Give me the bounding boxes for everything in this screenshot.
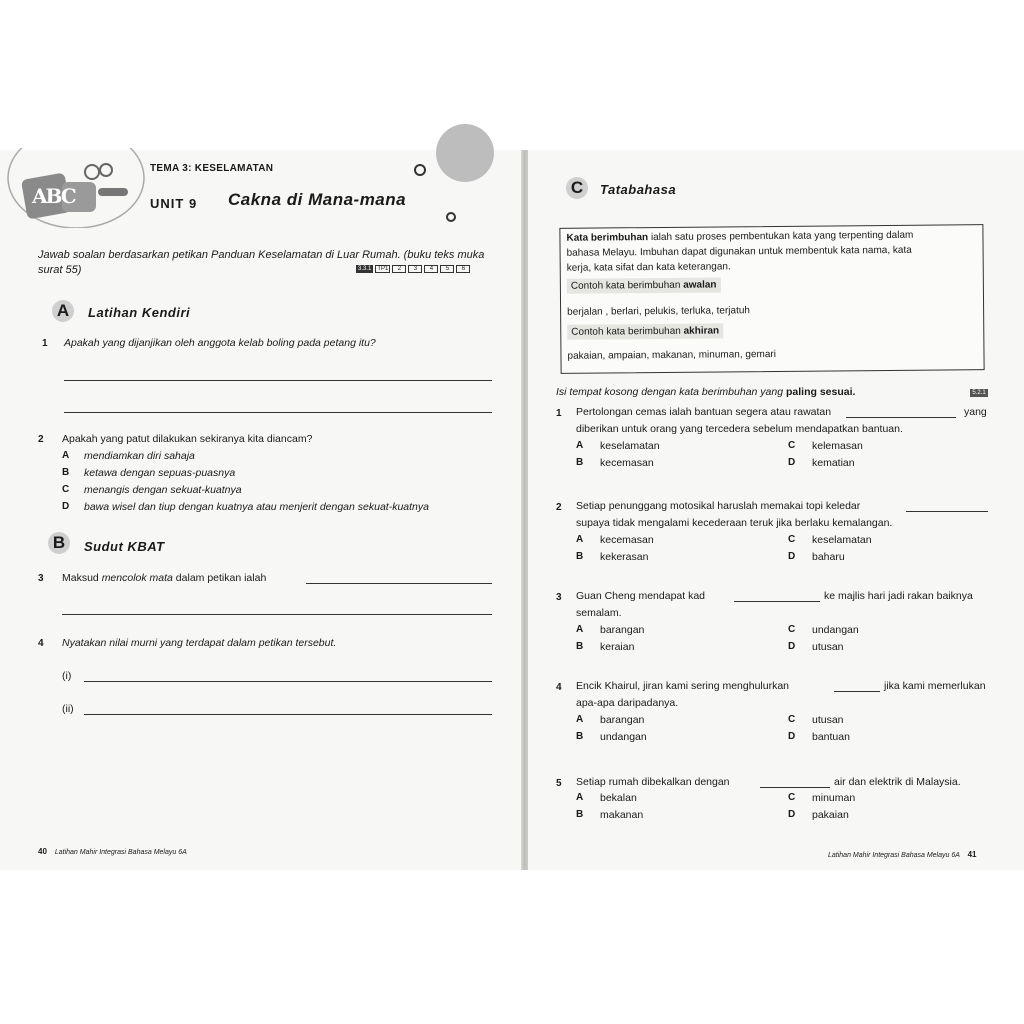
tp-level: 5 bbox=[440, 265, 454, 273]
question-line1-end: air dan elektrik di Malaysia. bbox=[834, 776, 961, 788]
option-letter: A bbox=[576, 440, 584, 451]
tp-level: 4 bbox=[424, 265, 438, 273]
question-line1: Setiap rumah dibekalkan dengan bbox=[576, 776, 730, 788]
footer-right bbox=[828, 850, 977, 859]
question-line1-end: ke majlis hari jadi rakan baiknya bbox=[824, 590, 973, 602]
akhiran-examples: pakaian, ampaian, makanan, minuman, gemari bbox=[567, 348, 776, 362]
option-text[interactable]: kecemasan bbox=[600, 534, 654, 546]
option-text[interactable]: undangan bbox=[812, 624, 859, 636]
option-text[interactable]: keselamatan bbox=[812, 534, 872, 546]
option-letter: B bbox=[576, 457, 584, 468]
definition bbox=[566, 227, 978, 276]
option-text[interactable]: mendiamkan diri sahaja bbox=[84, 450, 195, 462]
left-page bbox=[0, 150, 522, 870]
question-text: Apakah yang patut dilakukan sekiranya kita diancam? bbox=[62, 433, 313, 445]
section-b-badge: B bbox=[48, 532, 70, 554]
tp-level: 2 bbox=[392, 265, 406, 273]
tp-indicator bbox=[356, 265, 470, 273]
gray-circle-decoration bbox=[436, 124, 494, 182]
awalan-examples: berjalan , berlari, pelukis, terluka, terjatuh bbox=[567, 305, 751, 318]
question-line1-end: jika kami memerlukan bbox=[884, 680, 986, 692]
option-text[interactable]: pakaian bbox=[812, 809, 849, 821]
tp-code: 3.3.1 bbox=[358, 266, 372, 272]
option-letter: B bbox=[576, 731, 584, 742]
section-a-title: Latihan Kendiri bbox=[88, 305, 191, 320]
logo-letters: ABC bbox=[32, 184, 75, 208]
grammar-note-box bbox=[559, 224, 984, 374]
option-text[interactable]: bantuan bbox=[812, 731, 850, 743]
definition-line3: kerja, kata sifat dan kata keterangan. bbox=[566, 261, 731, 274]
answer-line[interactable] bbox=[84, 681, 492, 682]
unit-title: Cakna di Mana-mana bbox=[228, 190, 407, 209]
question-text bbox=[62, 572, 266, 584]
question-text: Nyatakan nilai murni yang terdapat dalam petikan tersebut. bbox=[62, 637, 337, 649]
option-letter: C bbox=[788, 624, 796, 635]
definition-line1: ialah satu proses pembentukan kata yang terpenting dalam bbox=[648, 229, 914, 244]
unit-number: UNIT 9 bbox=[150, 196, 198, 211]
question-text: Apakah yang dijanjikan oleh anggota kelab boling pada petang itu? bbox=[64, 337, 376, 349]
option-text[interactable]: kelemasan bbox=[812, 440, 863, 452]
option-letter: A bbox=[62, 450, 70, 461]
instruction: Jawab soalan berdasarkan petikan Panduan Keselamatan di Luar Rumah. (buku teks muka surat 55) bbox=[38, 249, 485, 276]
right-page bbox=[528, 150, 1024, 870]
awalan-label-pre: Contoh kata berimbuhan bbox=[570, 279, 684, 292]
option-text[interactable]: makanan bbox=[600, 809, 644, 821]
tp-level: 6 bbox=[456, 265, 470, 273]
tp-level: 3 bbox=[408, 265, 422, 273]
akhiran-label-bold: akhiran bbox=[683, 325, 720, 337]
circle-decoration-icon bbox=[414, 164, 426, 176]
option-letter: C bbox=[788, 714, 796, 725]
akhiran-label-pre: Contoh kata berimbuhan bbox=[571, 325, 684, 338]
question-number: 2 bbox=[556, 502, 562, 513]
answer-blank[interactable] bbox=[846, 417, 956, 418]
answer-blank[interactable] bbox=[760, 787, 830, 788]
question-line2: diberikan untuk orang yang tercedera sebelum mendapatkan bantuan. bbox=[576, 423, 903, 435]
question-line2: supaya tidak mengalami kecederaan teruk jika berlaku kemalangan. bbox=[576, 517, 893, 529]
question-number: 3 bbox=[556, 592, 562, 603]
question-line1: Encik Khairul, jiran kami sering menghulurkan bbox=[576, 680, 790, 692]
option-letter: B bbox=[576, 809, 584, 820]
section-b-title: Sudut KBAT bbox=[84, 539, 165, 554]
option-text[interactable]: barangan bbox=[600, 624, 645, 636]
option-text[interactable]: menangis dengan sekuat-kuatnya bbox=[84, 484, 242, 496]
option-letter: D bbox=[788, 809, 796, 820]
answer-line[interactable] bbox=[64, 380, 492, 381]
option-text[interactable]: barangan bbox=[600, 714, 645, 726]
option-text[interactable]: keraian bbox=[600, 641, 635, 653]
section-c-badge: C bbox=[566, 177, 588, 199]
question-text-italic: mencolok mata bbox=[101, 572, 173, 584]
question-number: 4 bbox=[556, 682, 562, 693]
option-letter: A bbox=[576, 714, 584, 725]
tp-level: TP1 bbox=[377, 266, 389, 272]
page-number: 40 bbox=[38, 847, 47, 856]
option-text[interactable]: undangan bbox=[600, 731, 647, 743]
answer-line[interactable] bbox=[64, 412, 492, 413]
option-text[interactable]: utusan bbox=[812, 641, 844, 653]
answer-blank[interactable] bbox=[906, 511, 988, 512]
question-number: 1 bbox=[556, 408, 562, 419]
question-number: 2 bbox=[38, 434, 44, 445]
question-line1: Setiap penunggang motosikal haruslah memakai topi keledar bbox=[576, 500, 861, 512]
option-letter: C bbox=[788, 792, 796, 803]
option-letter: C bbox=[788, 440, 796, 451]
awalan-label bbox=[567, 277, 721, 293]
option-letter: A bbox=[576, 624, 584, 635]
option-text[interactable]: utusan bbox=[812, 714, 844, 726]
exercise-instruction-pre: Isi tempat kosong dengan kata berimbuhan yang bbox=[556, 386, 786, 398]
option-letter: C bbox=[62, 484, 70, 495]
answer-line[interactable] bbox=[84, 714, 492, 715]
option-text[interactable]: bawa wisel dan tiup dengan kuatnya atau menjerit dengan sekuat-kuatnya bbox=[84, 501, 429, 513]
option-letter: D bbox=[788, 731, 796, 742]
question-line1: Guan Cheng mendapat kad bbox=[576, 590, 706, 602]
page-number: 41 bbox=[967, 850, 977, 859]
circle-decoration-icon bbox=[446, 212, 456, 222]
question-line1: Pertolongan cemas ialah bantuan segera atau rawatan bbox=[576, 406, 832, 418]
unit-logo bbox=[6, 148, 146, 228]
option-text[interactable]: bekalan bbox=[600, 792, 637, 804]
option-text[interactable]: kecemasan bbox=[600, 457, 654, 469]
exercise-instruction-bold: paling sesuai. bbox=[786, 386, 856, 398]
skill-code-badge: 5.2.1 bbox=[970, 389, 988, 397]
theme-label: TEMA 3: KESELAMATAN bbox=[150, 163, 274, 174]
question-number: 3 bbox=[38, 573, 44, 584]
answer-blank[interactable] bbox=[834, 691, 880, 692]
question-number: 4 bbox=[38, 638, 44, 649]
option-letter: D bbox=[62, 501, 70, 512]
question-number: 1 bbox=[42, 338, 48, 349]
option-text[interactable]: kekerasan bbox=[600, 551, 649, 563]
option-letter: B bbox=[576, 641, 584, 652]
option-text[interactable]: kematian bbox=[812, 457, 855, 469]
book-title: Latihan Mahir Integrasi Bahasa Melayu 6A bbox=[828, 852, 960, 859]
section-c-title: Tatabahasa bbox=[600, 182, 677, 197]
definition-line2: bahasa Melayu. Imbuhan dapat digunakan untuk membentuk kata nama, kata bbox=[566, 244, 912, 259]
definition-term: Kata berimbuhan bbox=[566, 232, 649, 244]
exercise-instruction bbox=[556, 386, 855, 398]
question-line2: semalam. bbox=[576, 607, 622, 619]
akhiran-label bbox=[567, 323, 723, 339]
option-text[interactable]: minuman bbox=[812, 792, 856, 804]
answer-line[interactable] bbox=[306, 583, 492, 584]
option-letter: D bbox=[788, 551, 796, 562]
option-letter: B bbox=[62, 467, 70, 478]
question-number: 5 bbox=[556, 778, 562, 789]
sub-label: (i) bbox=[62, 670, 72, 682]
option-letter: A bbox=[576, 792, 584, 803]
option-text[interactable]: ketawa dengan sepuas-puasnya bbox=[84, 467, 236, 479]
question-line2: apa-apa daripadanya. bbox=[576, 697, 679, 709]
option-letter: B bbox=[576, 551, 584, 562]
option-letter: A bbox=[576, 534, 584, 545]
book-title: Latihan Mahir Integrasi Bahasa Melayu 6A bbox=[54, 849, 187, 856]
option-letter: D bbox=[788, 641, 796, 652]
question-line1-end: yang bbox=[964, 406, 987, 418]
question-text-pre: Maksud bbox=[62, 572, 102, 584]
option-letter: D bbox=[788, 457, 796, 468]
footer-left bbox=[38, 847, 187, 856]
answer-blank[interactable] bbox=[734, 601, 820, 602]
sub-label: (ii) bbox=[62, 703, 74, 715]
awalan-label-bold: awalan bbox=[683, 279, 717, 291]
question-text-post: dalam petikan ialah bbox=[172, 572, 267, 584]
option-letter: C bbox=[788, 534, 796, 545]
answer-line[interactable] bbox=[62, 614, 492, 615]
section-a-badge: A bbox=[52, 300, 74, 322]
option-text[interactable]: baharu bbox=[812, 551, 845, 563]
option-text[interactable]: keselamatan bbox=[600, 440, 660, 452]
